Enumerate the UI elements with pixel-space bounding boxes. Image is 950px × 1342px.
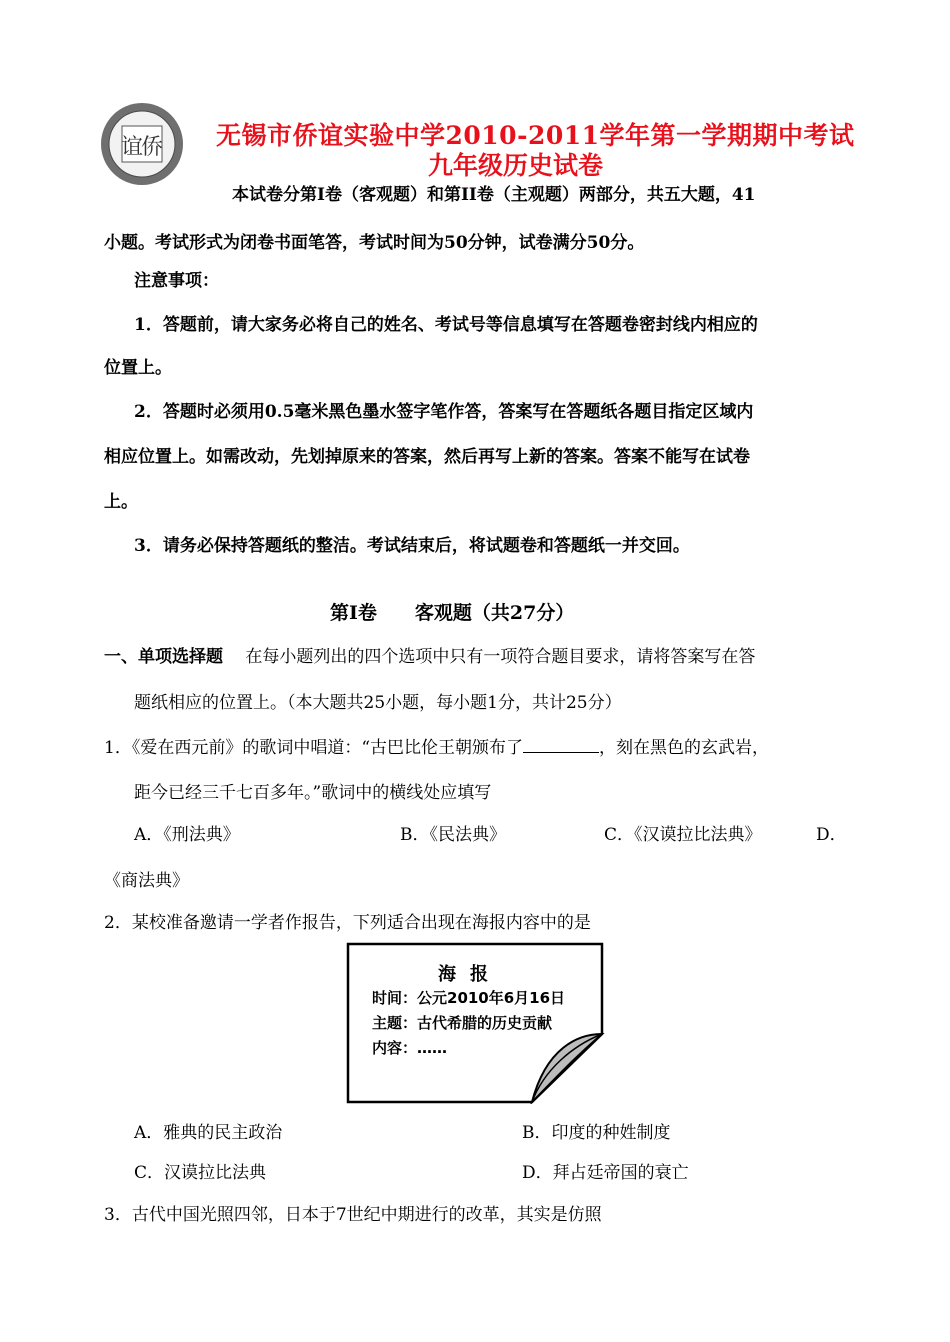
- note1-line1: 1．答题前，请大家务必将自己的姓名、考试号等信息填写在答题卷密封线内相应的: [134, 315, 758, 335]
- exam-title-line1: 无锡市侨谊实验中学2010-2011学年第一学期期中考试: [216, 121, 855, 150]
- note2-line3: 上。: [104, 492, 138, 512]
- q1-option-d-wrap: 《商法典》: [104, 871, 189, 891]
- exam-title-line2: 九年级历史试卷: [428, 151, 604, 180]
- note3: 3．请务必保持答题纸的整洁。考试结束后，将试题卷和答题纸一并交回。: [134, 536, 690, 556]
- q1-stem-line2: 距今已经三千七百多年。”歌词中的横线处应填写: [134, 783, 492, 803]
- q1-blank: [523, 735, 599, 753]
- notes-heading: 注意事项：: [134, 271, 219, 291]
- note2-line1: 2．答题时必须用0.5毫米黑色墨水签字笔作答，答案写在答题纸各题目指定区域内: [134, 402, 754, 422]
- q3-stem: 3．古代中国光照四邻，日本于7世纪中期进行的改革，其实是仿照: [104, 1205, 602, 1225]
- poster-time: 时间：公元2010年6月16日: [372, 989, 566, 1007]
- part1-desc-line1: 在每小题列出的四个选项中只有一项符合题目要求，请将答案写在答: [245, 647, 756, 667]
- intro-line2: 小题。考试形式为闭卷书面笔答，考试时间为50分钟，试卷满分50分。: [104, 233, 645, 253]
- part1-desc-line2: 题纸相应的位置上。（本大题共25小题，每小题1分，共计25分）: [134, 693, 622, 713]
- intro-line1: 本试卷分第Ⅰ卷（客观题）和第II卷（主观题）两部分，共五大题，41: [232, 185, 756, 205]
- q1-stem-line1: 1．《爱在西元前》的歌词中唱道：“古巴比伦王朝颁布了 ，刻在黑色的玄武岩，: [104, 733, 769, 758]
- note2-line2: 相应位置上。如需改动，先划掉原来的答案，然后再写上新的答案。答案不能写在试卷: [104, 447, 750, 467]
- q1-option-b: B．《民法典》: [400, 825, 506, 845]
- q2-option-b: B．印度的种姓制度: [522, 1123, 671, 1143]
- section-title: 第Ⅰ卷 客观题（共27分）: [330, 602, 575, 624]
- svg-text:谊: 谊: [120, 135, 144, 160]
- q2-option-d: D．拜占廷帝国的衰亡: [522, 1163, 689, 1183]
- poster-topic: 主题：古代希腊的历史贡献: [372, 1014, 553, 1032]
- q2-stem: 2．某校准备邀请一学者作报告，下列适合出现在海报内容中的是: [104, 913, 591, 933]
- q2-option-c: C．汉谟拉比法典: [134, 1163, 267, 1183]
- q2-option-a: A．雅典的民主政治: [134, 1123, 283, 1143]
- svg-text:侨: 侨: [140, 135, 164, 160]
- poster-title: 海报: [438, 964, 502, 985]
- q1-option-a: A．《刑法典》: [134, 825, 240, 845]
- q1-option-d: D．: [816, 825, 847, 845]
- poster-content: 内容：……: [372, 1039, 448, 1057]
- q1-option-c: C．《汉谟拉比法典》: [604, 825, 762, 845]
- school-seal-logo: [100, 102, 184, 186]
- note1-line2: 位置上。: [104, 358, 172, 378]
- part1-label: 一、单项选择题: [104, 647, 223, 667]
